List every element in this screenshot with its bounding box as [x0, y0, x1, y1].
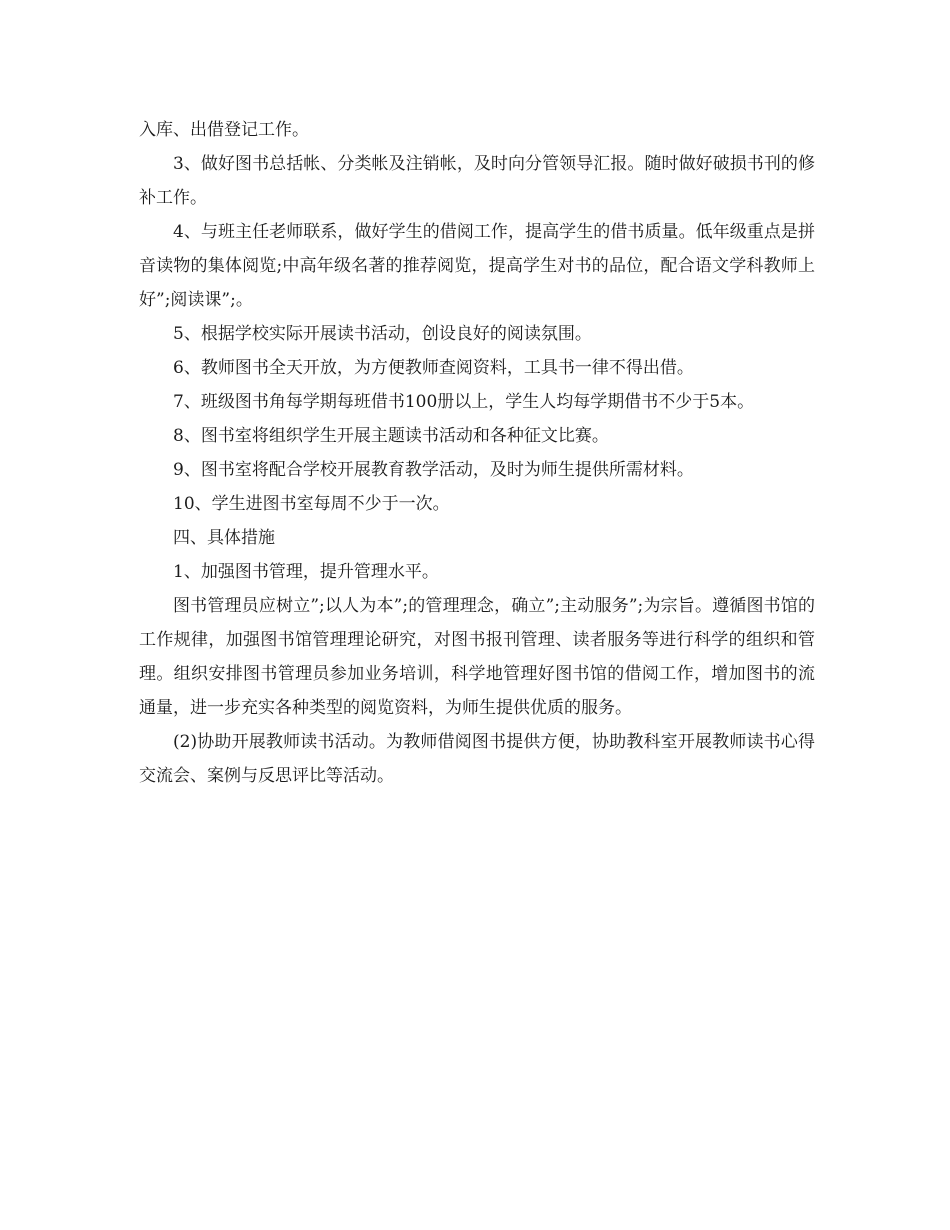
subsection-heading: 1、加强图书管理，提升管理水平。 [173, 562, 439, 582]
paragraph-item-9: 9、图书室将配合学校开展教育教学活动，及时为师生提供所需材料。 [173, 460, 694, 480]
paragraph-item-3: 3、做好图书总括帐、分类帐及注销帐，及时向分管领导汇报。随时做好破损书刊的修补工作。 [139, 154, 815, 208]
paragraph-item-10: 10、学生进图书室每周不少于一次。 [173, 494, 450, 514]
paragraph-teacher-reading: (2)协助开展教师读书活动。为教师借阅图书提供方便，协助教科室开展教师读书心得交流会、案例与反思评比等活动。 [139, 732, 815, 786]
section-heading: 四、具体措施 [173, 528, 275, 548]
paragraph-item-5: 5、根据学校实际开展读书活动，创设良好的阅读氛围。 [173, 324, 592, 344]
paragraph-item-4: 4、与班主任老师联系，做好学生的借阅工作，提高学生的借书质量。低年级重点是拼音读物的集体阅览;中高年级名著的推荐阅览，提高学生对书的品位，配合语文学科教师上好”;阅读课”;。 [139, 222, 815, 310]
paragraph-item-6: 6、教师图书全天开放，为方便教师查阅资料，工具书一律不得出借。 [173, 358, 694, 378]
paragraph-management-body: 图书管理员应树立”;以人为本”;的管理理念，确立”;主动服务”;为宗旨。遵循图书馆的工作规律，加强图书馆管理理论研究，对图书报刊管理、读者服务等进行科学的组织和管理。组织安排图书管理员参加业务培训，科学地管理好图书馆的借阅工作，增加图书的流通量，进一步充实各种类型的阅览资料，为师生提供优质的服务。 [139, 596, 815, 718]
paragraph-item-8: 8、图书室将组织学生开展主题读书活动和各种征文比赛。 [173, 426, 609, 446]
document-body [139, 113, 815, 793]
paragraph-item-7: 7、班级图书角每学期每班借书100册以上，学生人均每学期借书不少于5本。 [173, 392, 755, 412]
paragraph-continuation: 入库、出借登记工作。 [139, 120, 309, 140]
